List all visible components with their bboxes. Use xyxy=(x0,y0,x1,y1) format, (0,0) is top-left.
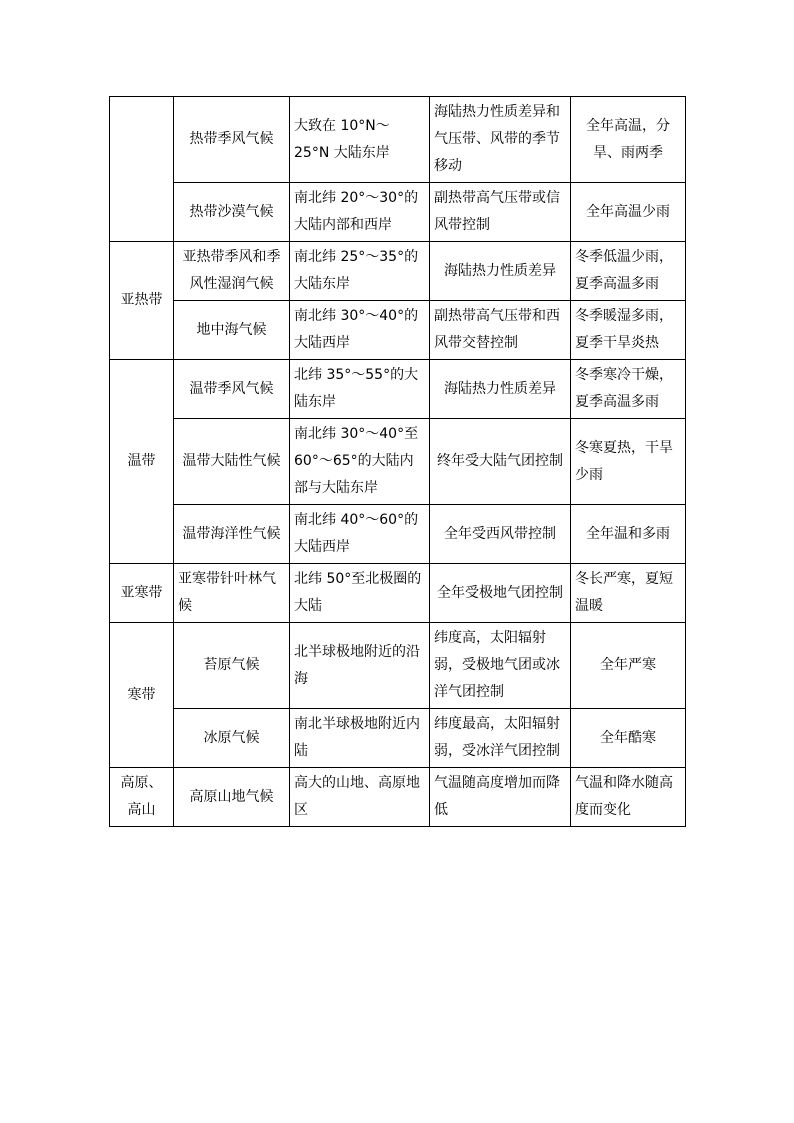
cause-cell: 副热带高气压带和西风带交替控制 xyxy=(430,301,571,360)
climate-cell: 冰原气候 xyxy=(174,709,290,768)
table-row xyxy=(110,505,686,564)
distribution-cell: 大致在 10°N～25°N 大陆东岸 xyxy=(290,97,430,183)
characteristics-cell: 冬季寒冷干燥，夏季高温多雨 xyxy=(571,360,686,419)
characteristics-cell: 全年高温，分旱、雨两季 xyxy=(571,97,686,183)
distribution-cell: 北纬 35°～55°的大陆东岸 xyxy=(290,360,430,419)
cause-cell: 海陆热力性质差异 xyxy=(430,360,571,419)
distribution-cell: 南北纬 30°～40°的大陆西岸 xyxy=(290,301,430,360)
zone-cell: 亚热带 xyxy=(110,242,174,360)
climate-table xyxy=(109,96,686,827)
climate-cell: 热带季风气候 xyxy=(174,97,290,183)
table-row xyxy=(110,183,686,242)
characteristics-cell: 全年温和多雨 xyxy=(571,505,686,564)
cause-cell: 气温随高度增加而降低 xyxy=(430,768,571,827)
climate-cell: 温带季风气候 xyxy=(174,360,290,419)
characteristics-cell: 冬寒夏热，干旱少雨 xyxy=(571,419,686,505)
characteristics-cell: 气温和降水随高度而变化 xyxy=(571,768,686,827)
characteristics-cell: 全年严寒 xyxy=(571,623,686,709)
characteristics-cell: 全年酷寒 xyxy=(571,709,686,768)
cause-cell: 全年受西风带控制 xyxy=(430,505,571,564)
table-row xyxy=(110,709,686,768)
distribution-cell: 南北纬 25°～35°的大陆东岸 xyxy=(290,242,430,301)
climate-cell: 亚热带季风和季风性湿润气候 xyxy=(174,242,290,301)
table-row xyxy=(110,768,686,827)
distribution-cell: 北纬 50°至北极圈的大陆 xyxy=(290,564,430,623)
table-row xyxy=(110,623,686,709)
table-row xyxy=(110,242,686,301)
cause-cell: 纬度最高，太阳辐射弱，受冰洋气团控制 xyxy=(430,709,571,768)
distribution-cell: 南北纬 20°～30°的大陆内部和西岸 xyxy=(290,183,430,242)
zone-cell xyxy=(110,97,174,242)
table-row xyxy=(110,97,686,183)
climate-cell: 温带大陆性气候 xyxy=(174,419,290,505)
climate-cell: 地中海气候 xyxy=(174,301,290,360)
cause-cell: 全年受极地气团控制 xyxy=(430,564,571,623)
zone-cell: 温带 xyxy=(110,360,174,564)
distribution-cell: 南北半球极地附近内陆 xyxy=(290,709,430,768)
climate-cell: 苔原气候 xyxy=(174,623,290,709)
characteristics-cell: 全年高温少雨 xyxy=(571,183,686,242)
climate-cell: 高原山地气候 xyxy=(174,768,290,827)
climate-cell: 亚寒带针叶林气候 xyxy=(174,564,290,623)
table-row xyxy=(110,360,686,419)
zone-cell: 寒带 xyxy=(110,623,174,768)
zone-cell: 亚寒带 xyxy=(110,564,174,623)
table-row xyxy=(110,301,686,360)
climate-cell: 热带沙漠气候 xyxy=(174,183,290,242)
characteristics-cell: 冬长严寒，夏短温暖 xyxy=(571,564,686,623)
distribution-cell: 南北纬 30°～40°至 60°～65°的大陆内部与大陆东岸 xyxy=(290,419,430,505)
characteristics-cell: 冬季低温少雨，夏季高温多雨 xyxy=(571,242,686,301)
distribution-cell: 高大的山地、高原地区 xyxy=(290,768,430,827)
table-row xyxy=(110,564,686,623)
climate-cell: 温带海洋性气候 xyxy=(174,505,290,564)
distribution-cell: 北半球极地附近的沿海 xyxy=(290,623,430,709)
cause-cell: 海陆热力性质差异和气压带、风带的季节移动 xyxy=(430,97,571,183)
characteristics-cell: 冬季暖湿多雨，夏季干旱炎热 xyxy=(571,301,686,360)
cause-cell: 副热带高气压带或信风带控制 xyxy=(430,183,571,242)
cause-cell: 终年受大陆气团控制 xyxy=(430,419,571,505)
cause-cell: 纬度高，太阳辐射弱，受极地气团或冰洋气团控制 xyxy=(430,623,571,709)
cause-cell: 海陆热力性质差异 xyxy=(430,242,571,301)
table-row xyxy=(110,419,686,505)
distribution-cell: 南北纬 40°～60°的大陆西岸 xyxy=(290,505,430,564)
zone-cell: 高原、高山 xyxy=(110,768,174,827)
